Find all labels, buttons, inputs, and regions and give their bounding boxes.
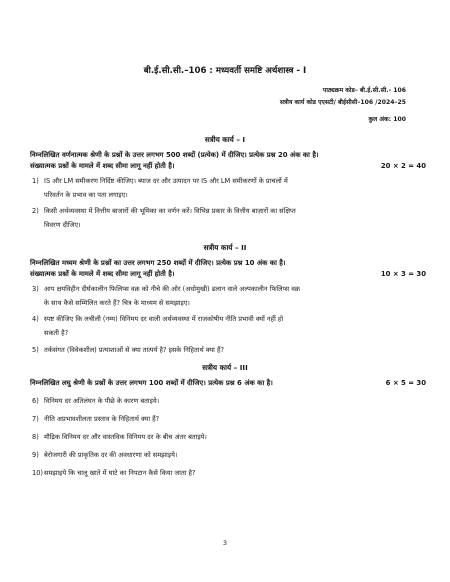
question-text: परिवर्तन के प्रभाव का पता लगाइए। — [44, 191, 128, 199]
question-item — [32, 204, 424, 232]
assignment-code: सत्रीय कार्य कोड एएसटी/ बीईसीसी–106 /2024–25 — [279, 99, 406, 106]
instruction-line: निम्नलिखित वर्णनात्मक श्रेणी के प्रश्नों के उत्तर लगभग 500 शब्दों (प्रत्येक) में दीजिए। प्रत्येक प्रश्न 20 अंक का है। — [30, 151, 319, 159]
marks-scheme: 6 × 5 = 30 — [385, 379, 426, 387]
question-text: सकती है? — [44, 329, 69, 337]
question-number: 1) — [32, 177, 39, 185]
question-number: 10) — [32, 469, 43, 477]
question-text: नीति अप्रभावशीलता प्रस्ताव के निहितार्थ क्या हैं? — [44, 415, 160, 423]
marks-scheme: 20 × 2 = 40 — [380, 161, 426, 170]
question-text: IS और LM समीकरण निर्दिष्ट कीजिए। ब्याज दर और उत्पादन पर IS और LM समीकरणों के प्राचलों में — [44, 177, 288, 185]
instruction-line: संख्यात्मक प्रश्नों के मामले में शब्द सीमा लागू नहीं होती है। — [30, 161, 175, 170]
question-text: के साथ कैसे सम्मिलित करते हैं? चित्र के माध्यम से समझाइए। — [44, 299, 190, 307]
question-number: 6) — [32, 397, 39, 405]
question-number: 4) — [32, 315, 39, 323]
question-number: 9) — [32, 451, 39, 459]
question-text: स्पष्ट कीजिए कि लचीली (नम्य) विनिमय दर वाली अर्थव्यवस्था में राजकोषीय नीति प्रभावी क्यों नहीं हो — [44, 315, 284, 323]
question-item — [32, 448, 424, 462]
marks-scheme: 10 × 3 = 30 — [380, 269, 426, 278]
instruction-line: निम्नलिखित लघु श्रेणी के प्रश्नों के उत्तर लगभग 100 शब्दों में दीजिए। प्रत्येक प्रश्न 6 अंक का है। — [30, 379, 273, 387]
question-item — [32, 394, 424, 408]
question-number: 5) — [32, 346, 39, 354]
question-item — [32, 430, 424, 444]
course-code: पाठ्यक्रम कोड– बी.ई.सी.सी.- 106 — [322, 87, 406, 94]
section-heading: सत्रीय कार्य – I — [204, 135, 246, 144]
question-item — [32, 174, 424, 202]
question-text: समझाइये कि चालू खाते में घाटे का निपटान कैसे किया जाता है? — [44, 469, 196, 477]
question-number: 3) — [32, 285, 39, 293]
document-title: बी.ई.सी.सी.–106 : मध्यवर्ती समष्टि अर्थशास्त्र - I — [143, 66, 307, 76]
question-text: विवरण दीजिए। — [44, 221, 81, 229]
question-text: आप क्षयविहीन दीर्घकालीन फिलिप्स वक्र को नीचे की ओर (अधोमुखी) ढलान वाले अल्पकालीन फिलिप्स वक्र — [44, 285, 300, 293]
question-number: 7) — [32, 415, 39, 423]
section-instructions — [30, 258, 426, 279]
question-number: 2) — [32, 207, 39, 215]
question-item — [32, 282, 424, 310]
instruction-line: संख्यात्मक प्रश्नों के मामले में शब्द सीमा लागू नहीं होती है। — [30, 269, 175, 278]
question-text: विनिमय दर अतिलंघन के पीछे के कारण बताइये। — [44, 397, 160, 405]
section-heading: सत्रीय कार्य – III — [202, 363, 248, 372]
question-text: तर्कसंगत (विवेकशील) प्रत्याशाओं से क्या तात्पर्य है? इसके निहितार्थ क्या हैं? — [44, 346, 224, 354]
page-number: 3 — [222, 539, 228, 547]
question-item — [32, 312, 424, 340]
section-heading: सत्रीय कार्य – II — [203, 243, 247, 252]
section-instructions — [30, 150, 426, 171]
question-text: बेरोजगारी की प्राकृतिक दर की अवधारणा को समझाइये। — [44, 451, 178, 459]
section-instructions — [30, 378, 426, 389]
question-item — [32, 466, 424, 480]
question-text: किसी अर्थव्यवस्था में वित्तीय बाजारों की भूमिका का वर्णन करें। विभिन्न प्रकार के वित्तीय बाज़ारों का संक्षिप्त — [44, 207, 296, 215]
instruction-line: निम्नलिखित मध्यम श्रेणी के प्रश्नों का उत्तर लगभग 250 शब्दों में दीजिए। प्रत्येक प्रश्न 10 अंक का है। — [30, 259, 286, 267]
question-item — [32, 412, 424, 426]
question-item — [32, 343, 424, 357]
question-text: मौद्रिक विनिमय दर और वास्तविक विनिमय दर के बीच अंतर बताइये। — [44, 433, 207, 441]
total-marks: कुल अंक: 100 — [368, 116, 406, 123]
question-number: 8) — [32, 433, 39, 441]
